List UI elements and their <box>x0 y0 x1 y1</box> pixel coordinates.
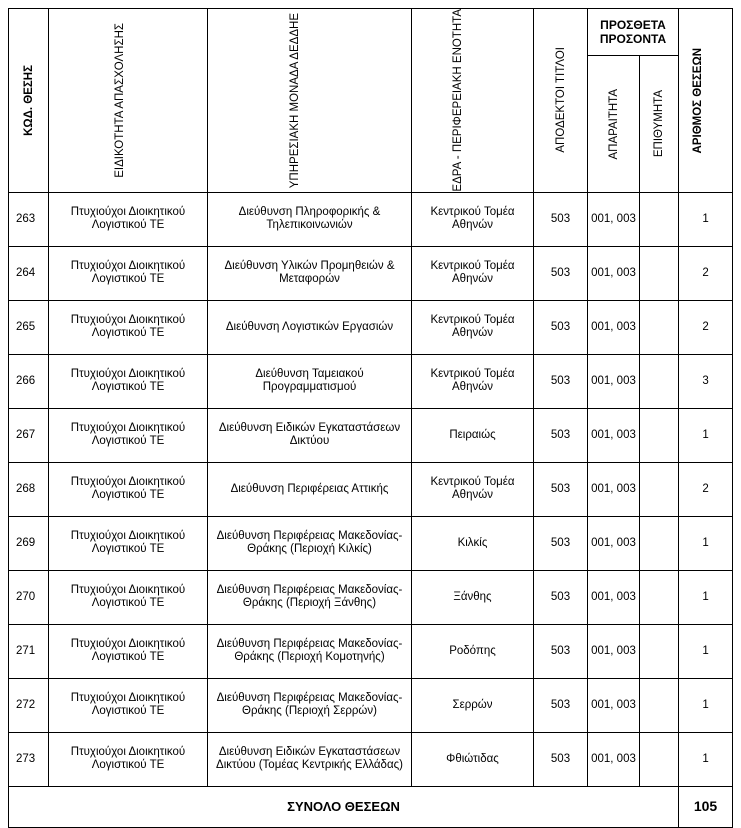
table-row <box>9 570 733 624</box>
cell-positions: 2 <box>679 300 733 354</box>
table-row <box>9 192 733 246</box>
cell-seat: Σερρών <box>412 678 534 732</box>
cell-unit: Διεύθυνση Περιφέρειας Μακεδονίας-Θράκης (Περιοχή Κομοτηνής) <box>208 624 412 678</box>
cell-desired <box>640 300 679 354</box>
cell-titles: 503 <box>534 462 588 516</box>
header-specialty: ΕΙΔΙΚΟΤΗΤΑ ΑΠΑΣΧΟΛΗΣΗΣ <box>49 9 208 193</box>
cell-required: 001, 003 <box>588 246 640 300</box>
cell-unit: Διεύθυνση Λογιστικών Εργασιών <box>208 300 412 354</box>
cell-seat: Κεντρικού Τομέα Αθηνών <box>412 300 534 354</box>
table-row <box>9 408 733 462</box>
cell-desired <box>640 192 679 246</box>
table-row <box>9 246 733 300</box>
cell-seat: Φθιώτιδας <box>412 732 534 786</box>
header-seat: ΕΔΡΑ - ΠΕΡΙΦΕΡΕΙΑΚΗ ΕΝΟΤΗΤΑ <box>412 9 534 193</box>
cell-unit: Διεύθυνση Ειδικών Εγκαταστάσεων Δικτύου (Τομέας Κεντρικής Ελλάδας) <box>208 732 412 786</box>
cell-unit: Διεύθυνση Περιφέρειας Μακεδονίας-Θράκης (Περιοχή Κιλκίς) <box>208 516 412 570</box>
cell-required: 001, 003 <box>588 408 640 462</box>
cell-code: 266 <box>9 354 49 408</box>
cell-seat: Κεντρικού Τομέα Αθηνών <box>412 192 534 246</box>
cell-unit: Διεύθυνση Ταμειακού Προγραμματισμού <box>208 354 412 408</box>
header-code: ΚΩΔ. ΘΕΣΗΣ <box>9 9 49 193</box>
cell-unit: Διεύθυνση Περιφέρειας Αττικής <box>208 462 412 516</box>
cell-seat: Κεντρικού Τομέα Αθηνών <box>412 354 534 408</box>
table-row <box>9 462 733 516</box>
positions-table <box>8 8 733 828</box>
cell-code: 269 <box>9 516 49 570</box>
table-row <box>9 624 733 678</box>
cell-required: 001, 003 <box>588 354 640 408</box>
cell-specialty: Πτυχιούχοι Διοικητικού Λογιστικού ΤΕ <box>49 516 208 570</box>
cell-titles: 503 <box>534 570 588 624</box>
cell-code: 267 <box>9 408 49 462</box>
cell-titles: 503 <box>534 192 588 246</box>
cell-specialty: Πτυχιούχοι Διοικητικού Λογιστικού ΤΕ <box>49 300 208 354</box>
cell-positions: 1 <box>679 408 733 462</box>
cell-desired <box>640 624 679 678</box>
cell-positions: 1 <box>679 624 733 678</box>
cell-titles: 503 <box>534 732 588 786</box>
cell-seat: Κεντρικού Τομέα Αθηνών <box>412 462 534 516</box>
cell-code: 268 <box>9 462 49 516</box>
cell-code: 263 <box>9 192 49 246</box>
header-titles: ΑΠΟΔΕΚΤΟΙ ΤΙΤΛΟΙ <box>534 9 588 193</box>
total-label: ΣΥΝΟΛΟ ΘΕΣΕΩΝ <box>9 786 679 827</box>
cell-code: 273 <box>9 732 49 786</box>
cell-unit: Διεύθυνση Υλικών Προμηθειών & Μεταφορών <box>208 246 412 300</box>
cell-specialty: Πτυχιούχοι Διοικητικού Λογιστικού ΤΕ <box>49 624 208 678</box>
cell-seat: Κεντρικού Τομέα Αθηνών <box>412 246 534 300</box>
cell-titles: 503 <box>534 516 588 570</box>
cell-positions: 1 <box>679 678 733 732</box>
cell-code: 264 <box>9 246 49 300</box>
cell-specialty: Πτυχιούχοι Διοικητικού Λογιστικού ΤΕ <box>49 678 208 732</box>
cell-desired <box>640 462 679 516</box>
cell-titles: 503 <box>534 354 588 408</box>
cell-desired <box>640 408 679 462</box>
cell-titles: 503 <box>534 678 588 732</box>
cell-code: 270 <box>9 570 49 624</box>
cell-desired <box>640 570 679 624</box>
cell-specialty: Πτυχιούχοι Διοικητικού Λογιστικού ΤΕ <box>49 246 208 300</box>
table-row <box>9 678 733 732</box>
cell-titles: 503 <box>534 408 588 462</box>
cell-required: 001, 003 <box>588 300 640 354</box>
total-row <box>9 786 733 827</box>
cell-seat: Ροδόπης <box>412 624 534 678</box>
cell-positions: 1 <box>679 516 733 570</box>
cell-positions: 1 <box>679 192 733 246</box>
cell-unit: Διεύθυνση Περιφέρειας Μακεδονίας-Θράκης (Περιοχή Σερρών) <box>208 678 412 732</box>
cell-desired <box>640 246 679 300</box>
cell-specialty: Πτυχιούχοι Διοικητικού Λογιστικού ΤΕ <box>49 570 208 624</box>
cell-positions: 1 <box>679 570 733 624</box>
header-unit: ΥΠΗΡΕΣΙΑΚΗ ΜΟΝΑΔΑ ΔΕΔΔΗΕ <box>208 9 412 193</box>
cell-required: 001, 003 <box>588 462 640 516</box>
cell-specialty: Πτυχιούχοι Διοικητικού Λογιστικού ΤΕ <box>49 192 208 246</box>
cell-positions: 2 <box>679 462 733 516</box>
cell-desired <box>640 678 679 732</box>
table-row <box>9 732 733 786</box>
cell-desired <box>640 732 679 786</box>
table-row <box>9 300 733 354</box>
cell-titles: 503 <box>534 624 588 678</box>
cell-titles: 503 <box>534 246 588 300</box>
cell-specialty: Πτυχιούχοι Διοικητικού Λογιστικού ΤΕ <box>49 732 208 786</box>
cell-code: 271 <box>9 624 49 678</box>
table-body <box>9 192 733 786</box>
cell-unit: Διεύθυνση Ειδικών Εγκαταστάσεων Δικτύου <box>208 408 412 462</box>
cell-code: 265 <box>9 300 49 354</box>
cell-seat: Ξάνθης <box>412 570 534 624</box>
cell-specialty: Πτυχιούχοι Διοικητικού Λογιστικού ΤΕ <box>49 408 208 462</box>
cell-titles: 503 <box>534 300 588 354</box>
header-extra-qualifications: ΠΡΟΣΘΕΤΑ ΠΡΟΣΟΝΤΑ <box>588 9 679 56</box>
header-desired: ΕΠΙΘΥΜΗΤΑ <box>640 56 679 192</box>
total-value: 105 <box>679 786 733 827</box>
header-positions: ΑΡΙΘΜΟΣ ΘΕΣΕΩΝ <box>679 9 733 193</box>
header-required: ΑΠΑΡΑΙΤΗΤΑ <box>588 56 640 192</box>
cell-required: 001, 003 <box>588 678 640 732</box>
cell-required: 001, 003 <box>588 192 640 246</box>
cell-desired <box>640 354 679 408</box>
cell-seat: Πειραιώς <box>412 408 534 462</box>
cell-positions: 3 <box>679 354 733 408</box>
cell-positions: 1 <box>679 732 733 786</box>
cell-required: 001, 003 <box>588 516 640 570</box>
table-row <box>9 354 733 408</box>
cell-unit: Διεύθυνση Πληροφορικής & Τηλεπικοινωνιών <box>208 192 412 246</box>
cell-seat: Κιλκίς <box>412 516 534 570</box>
cell-required: 001, 003 <box>588 570 640 624</box>
cell-specialty: Πτυχιούχοι Διοικητικού Λογιστικού ΤΕ <box>49 354 208 408</box>
cell-code: 272 <box>9 678 49 732</box>
cell-required: 001, 003 <box>588 732 640 786</box>
cell-specialty: Πτυχιούχοι Διοικητικού Λογιστικού ΤΕ <box>49 462 208 516</box>
cell-required: 001, 003 <box>588 624 640 678</box>
cell-positions: 2 <box>679 246 733 300</box>
cell-desired <box>640 516 679 570</box>
cell-unit: Διεύθυνση Περιφέρειας Μακεδονίας-Θράκης (Περιοχή Ξάνθης) <box>208 570 412 624</box>
table-row <box>9 516 733 570</box>
